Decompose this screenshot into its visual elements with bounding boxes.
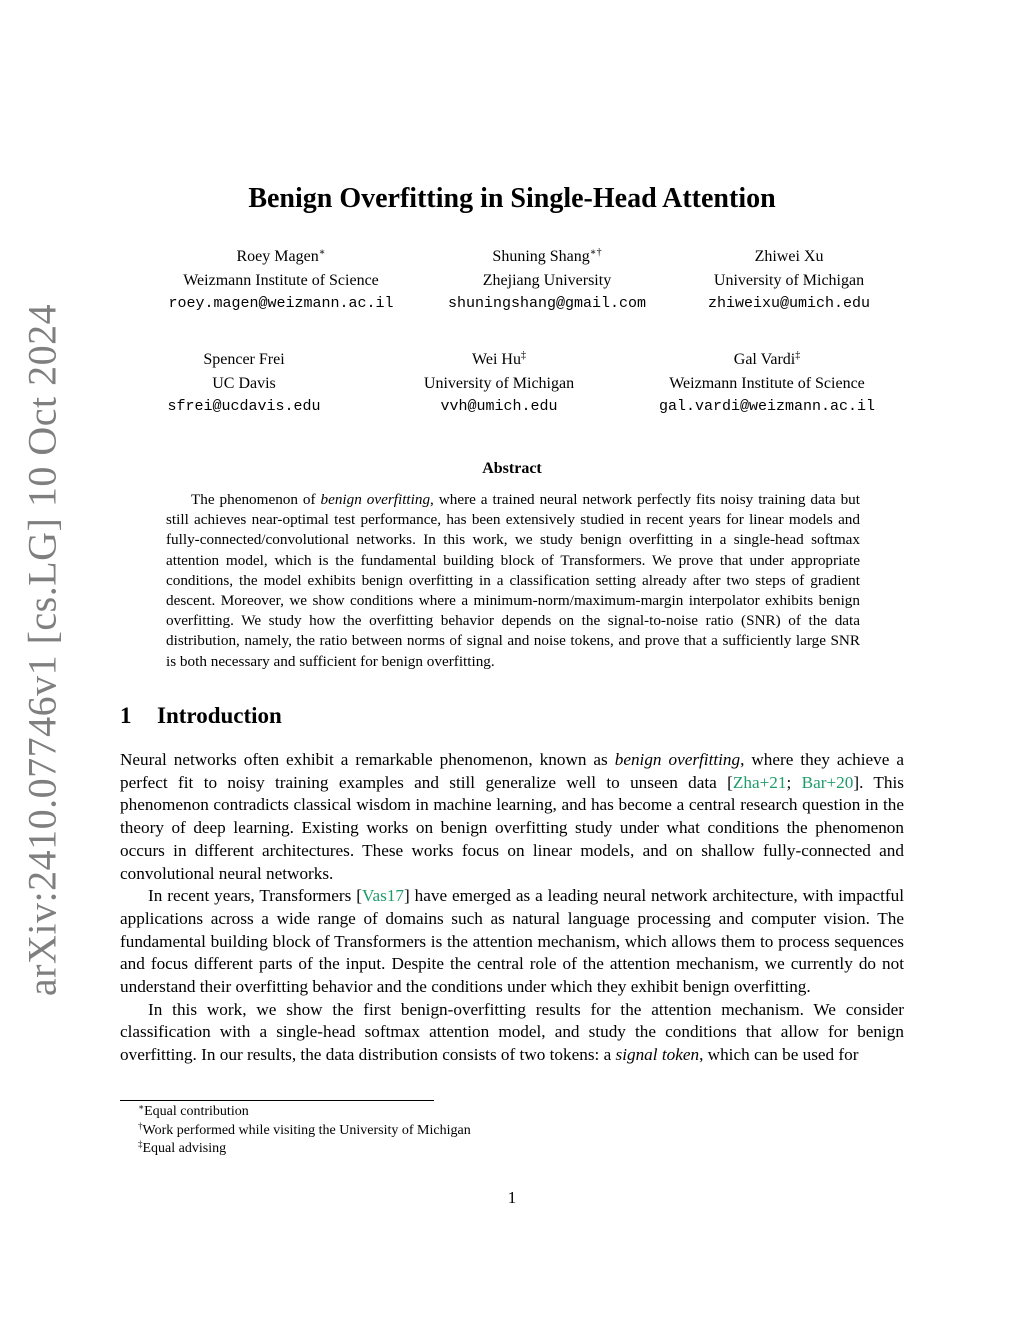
- author-footnote-mark[interactable]: ‡: [795, 350, 801, 361]
- author-footnote-mark[interactable]: ∗: [318, 247, 326, 258]
- citation-link[interactable]: Zha+21: [732, 772, 787, 792]
- section-heading-introduction: [120, 703, 282, 729]
- author-footnote-mark[interactable]: ∗†: [589, 247, 602, 258]
- author-block-6: [607, 348, 927, 419]
- introduction-body: [120, 749, 904, 1067]
- author-email[interactable]: sfrei@ucdavis.edu: [167, 398, 321, 415]
- footnote-rule: [120, 1100, 434, 1101]
- footnote-item: ∗Equal contribution: [138, 1102, 249, 1119]
- author-name: Shuning Shang∗†: [492, 247, 602, 265]
- author-email[interactable]: roey.magen@weizmann.ac.il: [168, 295, 394, 312]
- intro-paragraph-2: In recent years, Transformers [Vas17] have emerged as a leading neural network architecture, with impactful applications across a wide range of domains such as natural language processing and computer vision. The fundamental building block of Transformers is the attention mechanism, which allows them to process sequences and focus different parts of the input. Despite the central role of the attention mechanism, we currently do not understand their overfitting behavior and the conditions under which they exhibit benign overfitting.: [120, 886, 905, 997]
- author-footnote-mark[interactable]: ‡: [520, 350, 526, 361]
- paper-title: Benign Overfitting in Single-Head Attention: [248, 183, 776, 214]
- section-title: Introduction: [157, 703, 282, 728]
- author-name: Zhiwei Xu: [754, 248, 824, 265]
- abstract-heading: Abstract: [482, 460, 542, 477]
- author-block-3: [629, 245, 949, 316]
- author-email[interactable]: vvh@umich.edu: [440, 398, 558, 415]
- author-name: Roey Magen∗: [236, 247, 326, 265]
- author-email[interactable]: shuningshang@gmail.com: [447, 295, 647, 312]
- intro-emphasis: benign overfitting: [614, 750, 741, 769]
- abstract-body: The phenomenon of benign overfitting, where a trained neural network perfectly fits noisy training data but still achieves near-optimal test performance, has been extensively studied in recent years for linear models and fully-connected/convolutional networks. In this work, we study benign overfitting in a single-head softmax attention model, which is the fundamental building block of Transformers. We prove that under appropriate conditions, the model exhibits benign overfitting in a classification setting already after two steps of gradient descent. Moreover, we show conditions where a minimum-norm/maximum-margin interpolator exhibits benign overfitting. We study how the overfitting behavior depends on the signal-to-noise ratio (SNR) of the data distribution, namely, the ratio between norms of signal and noise tokens, and prove that a sufficiently large SNR is both necessary and sufficient for benign overfitting.: [166, 491, 860, 670]
- intro-emphasis: signal token: [615, 1045, 700, 1065]
- author-name: Gal Vardi‡: [733, 350, 801, 368]
- author-email[interactable]: gal.vardi@weizmann.ac.il: [658, 398, 876, 415]
- author-affiliation: Zhejiang University: [482, 271, 612, 289]
- intro-paragraph-3: In this work, we show the first benign-overfitting results for the attention mechanism. We consider classification with a single-head softmax attention model, and study the conditions that allow for benign overfitting. In our results, the data distribution consists of two tokens: a signal token, which can be used for: [120, 999, 904, 1065]
- page-number: 1: [507, 1188, 517, 1207]
- arxiv-identifier: arXiv:2410.07746v1 [cs.LG] 10 Oct 2024: [19, 303, 65, 997]
- author-email[interactable]: zhiweixu@umich.edu: [707, 295, 871, 312]
- author-affiliation: UC Davis: [212, 374, 276, 392]
- footnotes: [138, 1103, 471, 1159]
- author-affiliation: University of Michigan: [423, 374, 575, 392]
- author-affiliation: Weizmann Institute of Science: [183, 271, 379, 289]
- author-name: Spencer Frei: [203, 351, 285, 368]
- section-number: 1: [120, 703, 132, 728]
- author-name: Wei Hu‡: [472, 350, 526, 368]
- intro-paragraph-1: Neural networks often exhibit a remarkable phenomenon, known as benign overfitting, where they achieve a perfect fit to noisy training examples and still generalize well to unseen data [Zha+21; Bar+20]. This phenomenon contradicts classical wisdom in machine learning, and has become a central research question in the theory of deep learning. Existing works on benign overfitting study under what conditions the phenomenon occurs in different architectures. These works focus on linear models, and on shallow fully-connected and convolutional neural networks.: [120, 750, 905, 883]
- citation-link[interactable]: Vas17: [362, 886, 405, 906]
- abstract-emphasis: benign overfitting: [320, 491, 431, 508]
- footnote-item: †Work performed while visiting the University of Michigan: [138, 1120, 471, 1138]
- citation-link[interactable]: Bar+20: [801, 772, 854, 792]
- author-affiliation: Weizmann Institute of Science: [669, 374, 865, 392]
- footnote-item: ‡Equal advising: [138, 1139, 227, 1157]
- author-affiliation: University of Michigan: [713, 271, 865, 289]
